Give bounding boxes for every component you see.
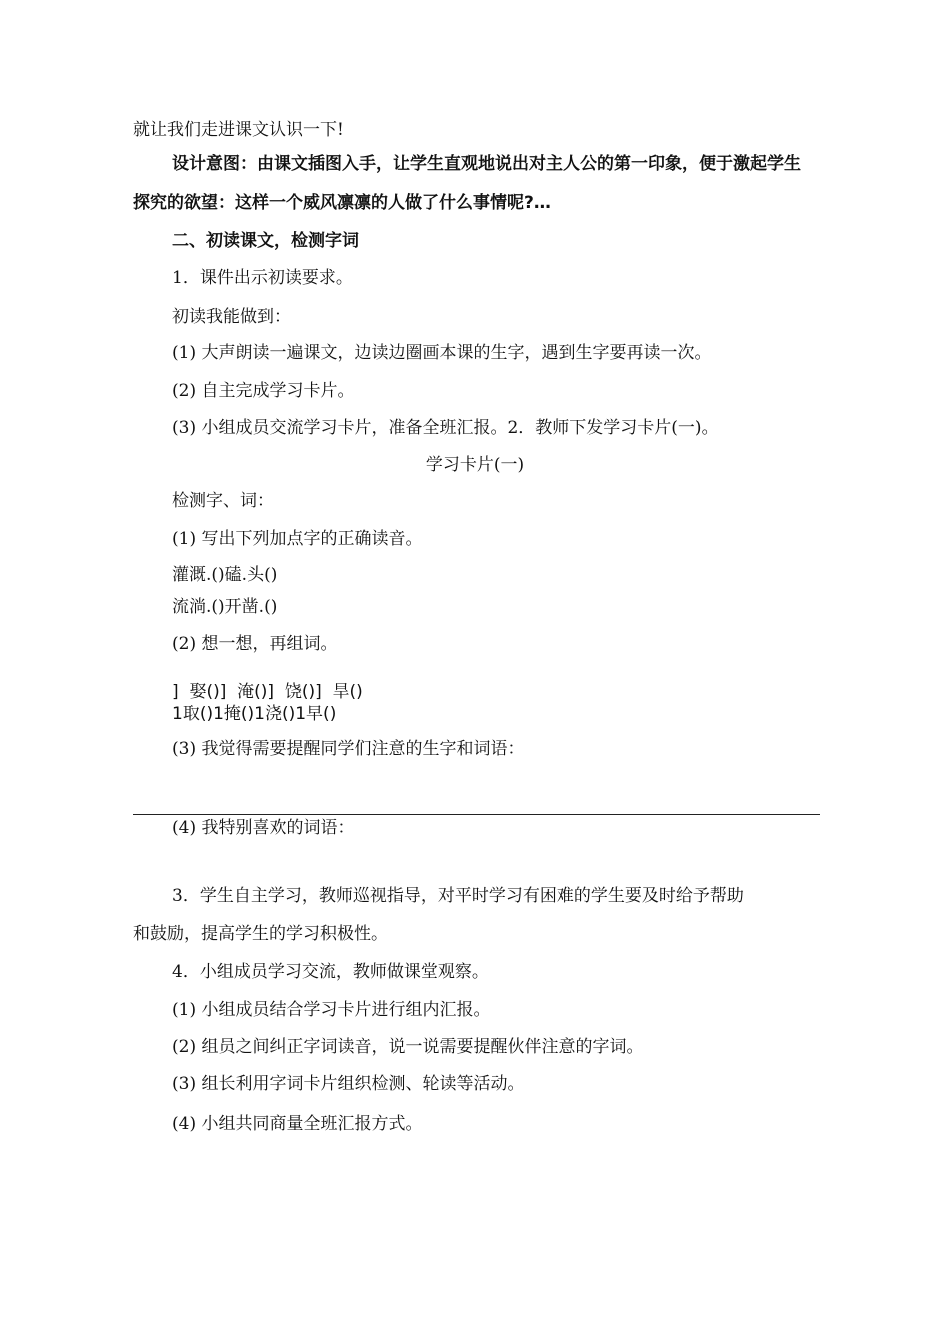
question-3: (3) 我觉得需要提醒同学们注意的生字和词语： (172, 739, 525, 759)
question-2-row-1: ] 娶()] 淹()] 饶()] 旱() (172, 682, 363, 702)
step4-item-3: (3) 组长利用字词卡片组织检测、轮读等活动。 (172, 1074, 525, 1094)
design-intent-line1 (172, 156, 801, 173)
step3-line-2: 和鼓励，提高学生的学习积极性。 (133, 924, 388, 944)
check-label: 检测字、词： (172, 491, 274, 511)
question-1-line-2: 流淌.()开凿.() (172, 597, 278, 617)
step3-line-1: 3．学生自主学习，教师巡视指导，对平时学习有困难的学生要及时给予帮助 (172, 886, 744, 906)
design-intent-label: 设计意图： (172, 154, 257, 174)
goal-label: 初读我能做到： (172, 307, 291, 327)
step1-text: 1．课件出示初读要求。 (172, 268, 353, 288)
step4-item-2: (2) 组员之间纠正字词读音，说一说需要提醒伙伴注意的字词。 (172, 1037, 644, 1057)
step4-item-4: (4) 小组共同商量全班汇报方式。 (172, 1114, 423, 1134)
question-2-row-2: 1取()1掩()1浇()1早() (172, 704, 337, 724)
requirement-2: (2) 自主完成学习卡片。 (172, 381, 355, 401)
design-intent-text-1: 由课文插图入手，让学生直观地说出对主人公的第一印象，便于激起学生 (257, 154, 801, 174)
question-2: (2) 想一想，再组词。 (172, 634, 338, 654)
card-title: 学习卡片(一) (425, 455, 525, 475)
step4-text: 4．小组成员学习交流，教师做课堂观察。 (172, 962, 489, 982)
intro-continuation: 就让我们走进课文认识一下! (133, 120, 344, 140)
question-1-line-1: 灌溉.()磕.头() (172, 565, 278, 585)
question-1: (1) 写出下列加点字的正确读音。 (172, 529, 423, 549)
step4-item-1: (1) 小组成员结合学习卡片进行组内汇报。 (172, 1000, 491, 1020)
section-heading: 二、初读课文，检测字词 (172, 231, 359, 251)
requirement-3: (3) 小组成员交流学习卡片，准备全班汇报。2．教师下发学习卡片(一)。 (172, 418, 719, 438)
requirement-1: (1) 大声朗读一遍课文，边读边圈画本课的生字，遇到生字要再读一次。 (172, 343, 712, 363)
question-4: (4) 我特别喜欢的词语： (172, 818, 355, 838)
design-intent-line2: 探究的欲望：这样一个威风凛凛的人做了什么事情呢?… (133, 193, 551, 213)
answer-rule (133, 814, 820, 815)
